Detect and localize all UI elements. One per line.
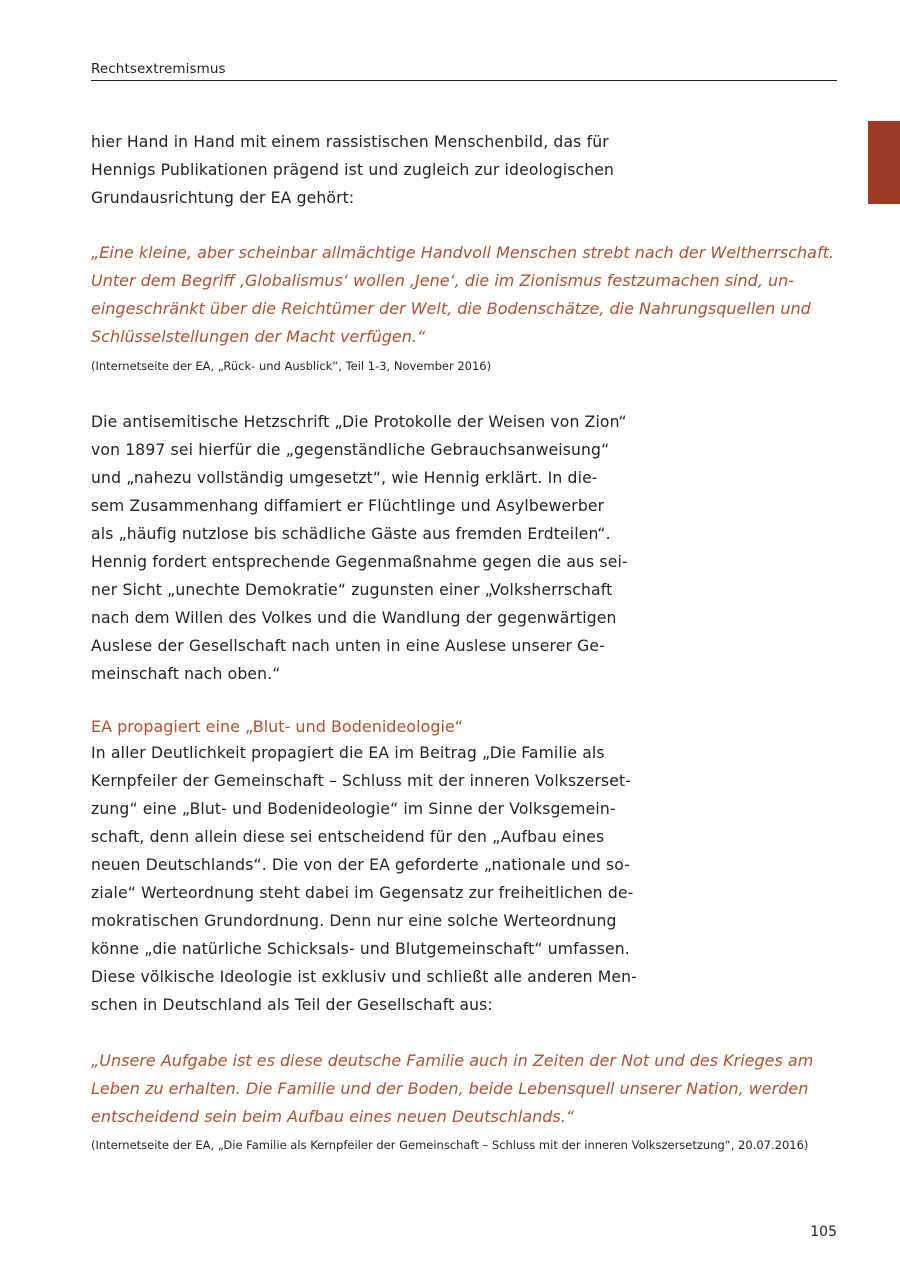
running-header [91,58,837,81]
quote-line: eingeschränkt über die Reichtümer der Welt, die Bodenschätze, die Nahrungsquellen und [91,299,811,318]
paragraph-line: Auslese der Gesellschaft nach unten in eine Auslese unserer Ge- [91,637,605,655]
paragraph-line: schen in Deutschland als Teil der Gesellschaft aus: [91,996,493,1014]
quote-line: „Eine kleine, aber scheinbar allmächtige Handvoll Menschen strebt nach der Weltherrschaft. [91,243,834,262]
paragraph-line: Kernpfeiler der Gemeinschaft – Schluss mit der inneren Volkszerset- [91,772,631,790]
paragraph-line: könne „die natürliche Schicksals- und Blutgemeinschaft“ umfassen. [91,940,630,958]
quote-1-source: (Internetseite der EA, „Rück- und Ausblick“, Teil 1-3, November 2016) [91,359,492,373]
paragraph-line: Hennig fordert entsprechende Gegenmaßnahme gegen die aus sei- [91,553,628,571]
paragraph-line: als „häufig nutzlose bis schädliche Gäste aus fremden Erdteilen“. [91,525,611,543]
section-subheading: EA propagiert eine „Blut- und Bodenideologie“ [91,717,464,736]
paragraph-line: schaft, denn allein diese sei entscheidend für den „Aufbau eines [91,828,605,846]
paragraph-line: ner Sicht „unechte Demokratie“ zugunsten einer „Volksherrschaft [91,581,613,599]
paragraph-line: hier Hand in Hand mit einem rassistischen Menschenbild, das für [91,133,609,151]
paragraph-2 [91,408,645,688]
paragraph-line: Die antisemitische Hetzschrift „Die Protokolle der Weisen von Zion“ [91,413,627,431]
paragraph-line: Diese völkische Ideologie ist exklusiv und schließt alle anderen Men- [91,968,637,986]
chapter-tab-marker [868,121,900,204]
paragraph-line: Hennigs Publikationen prägend ist und zugleich zur ideologischen [91,161,615,179]
paragraph-line: sem Zusammenhang diffamiert er Flüchtlinge und Asylbewerber [91,497,605,515]
quote-2 [91,1047,838,1131]
paragraph-line: Grundausrichtung der EA gehört: [91,189,355,207]
paragraph-line: meinschaft nach oben.“ [91,665,281,683]
quote-line: Schlüsselstellungen der Macht verfügen.“ [91,327,426,346]
quote-line: „Unsere Aufgabe ist es diese deutsche Familie auch in Zeiten der Not und des Krieges am [91,1051,814,1070]
paragraph-line: von 1897 sei hierfür die „gegenständliche Gebrauchsanweisung“ [91,441,610,459]
paragraph-line: ziale“ Werteordnung steht dabei im Gegensatz zur freiheitlichen de- [91,884,634,902]
paragraph-line: In aller Deutlichkeit propagiert die EA im Beitrag „Die Familie als [91,744,605,762]
page-number: 105 [810,1224,837,1240]
quote-line: Unter dem Begriff ‚Globalismus‘ wollen ‚Jene‘, die im Zionismus festzumachen sind, un- [91,271,795,290]
quote-1 [91,239,838,351]
paragraph-1 [91,128,645,212]
quote-line: Leben zu erhalten. Die Familie und der Boden, beide Lebensquell unserer Nation, werden [91,1079,809,1098]
paragraph-line: mokratischen Grundordnung. Denn nur eine solche Werteordnung [91,912,617,930]
quote-2-source: (Internetseite der EA, „Die Familie als Kernpfeiler der Gemeinschaft – Schluss mit der inneren Volkszersetzung“, 20.07.2016) [91,1138,809,1152]
paragraph-line: nach dem Willen des Volkes und die Wandlung der gegenwärtigen [91,609,617,627]
paragraph-line: zung“ eine „Blut- und Bodenideologie“ im Sinne der Volksgemein- [91,800,616,818]
paragraph-line: und „nahezu vollständig umgesetzt“, wie Hennig erklärt. In die- [91,469,598,487]
paragraph-line: neuen Deutschlands“. Die von der EA geforderte „nationale und so- [91,856,631,874]
header-title: Rechtsextremismus [91,61,226,77]
quote-line: entscheidend sein beim Aufbau eines neuen Deutschlands.“ [91,1107,575,1126]
paragraph-3 [91,739,645,1019]
